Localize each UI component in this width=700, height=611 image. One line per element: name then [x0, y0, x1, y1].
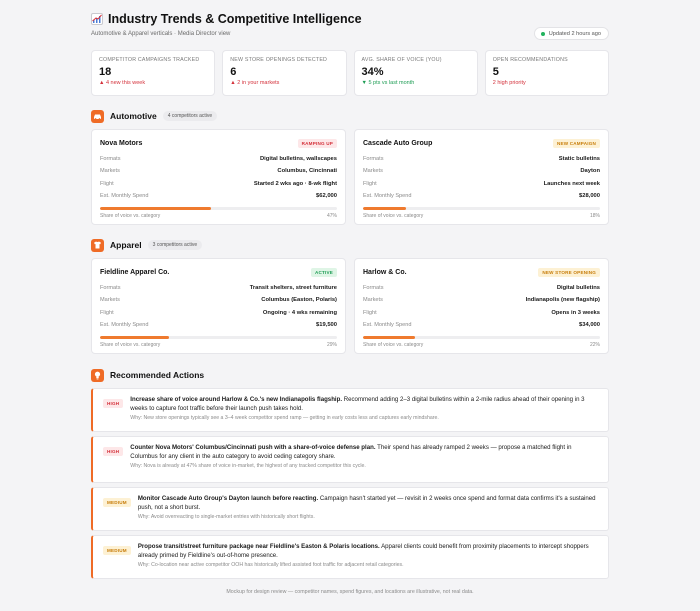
status-badge: NEW CAMPAIGN: [553, 139, 600, 148]
sov-label: Share of voice vs. category: [100, 342, 161, 349]
markets-value: Dayton: [580, 168, 600, 175]
flight-value: Started 2 wks ago · 8-wk flight: [253, 180, 337, 187]
stat-label: OPEN RECOMMENDATIONS: [492, 57, 568, 63]
stat-label: COMPETITOR CAMPAIGNS TRACKED: [99, 57, 200, 63]
action-why: Why: Nova is already at 47% share of voice in-market, the highest of any tracked competitor this cycle.: [130, 463, 366, 469]
stat-label: AVG. SHARE OF VOICE (YOU): [361, 57, 442, 63]
section-title: Apparel: [110, 240, 142, 250]
stat-card-campaigns: [91, 50, 215, 96]
sov-bar-fill: [100, 207, 211, 210]
stat-card-share-of-voice: [354, 50, 478, 96]
action-lead: Counter Nova Motors' Columbus/Cincinnati push with a share-of-voice defense plan.: [130, 444, 376, 451]
competitor-card-cascade-auto-group[interactable]: [354, 129, 609, 225]
actions-section-header: [91, 368, 609, 382]
apparel-cards: [91, 258, 609, 354]
action-body: Apparel clients could benefit from proximity placements to intercept shoppers already primed by Fieldline's out-of-home presence.: [137, 543, 589, 559]
competitor-count-pill: 4 competitors active: [163, 111, 217, 121]
priority-badge: HIGH: [103, 447, 123, 456]
action-lead: Monitor Cascade Auto Group's Dayton launch before reacting.: [137, 495, 319, 502]
action-lead: Increase share of voice around Harlow & Co.'s new Indianapolis flagship.: [130, 396, 343, 403]
chart-increasing-icon: [91, 13, 103, 25]
action-item[interactable]: [91, 535, 609, 579]
action-item[interactable]: [91, 436, 609, 483]
action-text: [130, 443, 600, 461]
stat-delta: ▲ 2 in your markets: [230, 80, 280, 86]
flight-label: Flight: [100, 180, 114, 187]
markets-label: Markets: [363, 168, 383, 175]
action-body: Recommend adding 2–3 digital bulletins within a 2-mile radius ahead of their opening in 3 weeks to capture foot traffic before their launch push takes hold.: [130, 396, 585, 412]
priority-badge: MEDIUM: [103, 498, 131, 507]
sov-bar-fill: [363, 336, 415, 339]
sov-value: 47%: [326, 213, 337, 220]
action-text: [138, 542, 600, 560]
priority-badge: HIGH: [103, 399, 123, 408]
sov-bar-fill: [100, 336, 169, 339]
spend-value: $28,000: [579, 193, 600, 200]
formats-value: Static bulletins: [558, 156, 600, 163]
competitor-name: Cascade Auto Group: [363, 139, 433, 147]
action-text: [138, 494, 600, 512]
automotive-section-header: [91, 109, 609, 123]
spend-label: Est. Monthly Spend: [100, 322, 149, 329]
stat-card-store-openings: [222, 50, 346, 96]
car-icon: [91, 110, 104, 123]
spend-value: $62,000: [316, 193, 337, 200]
sov-bar: [363, 207, 600, 210]
formats-value: Transit shelters, street furniture: [249, 285, 337, 292]
competitor-count-pill: 3 competitors active: [148, 240, 202, 250]
action-body: Campaign hasn't started yet — revisit in 2 weeks once spend and format data confirms it's a sustained push, not a short burst.: [137, 495, 596, 511]
flight-value: Launches next week: [543, 180, 600, 187]
action-why: Why: Co-location near active competitor OOH has historically lifted assisted foot traffic for adjacent retail categories.: [137, 562, 404, 568]
stat-value: 5: [492, 66, 499, 78]
sov-value: 29%: [326, 342, 337, 349]
markets-label: Markets: [100, 297, 120, 304]
action-why: Why: New store openings typically see a 3–4 week competitor spend ramp — getting in early costs less and captures early mindshare.: [130, 415, 439, 421]
sov-label: Share of voice vs. category: [363, 342, 424, 349]
stat-delta: 2 high priority: [492, 80, 526, 86]
spend-value: $19,500: [316, 322, 337, 329]
page-subtitle: Automotive & Apparel verticals · Media Director view: [91, 31, 231, 37]
markets-value: Indianapolis (new flagship): [525, 297, 600, 304]
status-badge: ACTIVE: [311, 268, 337, 277]
status-dot-icon: [541, 32, 545, 36]
action-lead: Propose transit/street furniture package near Fieldline's Easton & Polaris locations.: [137, 543, 380, 550]
section-title: Recommended Actions: [110, 370, 205, 380]
formats-value: Digital bulletins: [556, 285, 600, 292]
apparel-section-header: [91, 238, 609, 252]
stat-value: 34%: [361, 66, 384, 78]
spend-value: $34,000: [579, 322, 600, 329]
shirt-icon: [91, 239, 104, 252]
page-title-row: [91, 12, 609, 26]
flight-value: Ongoing · 4 wks remaining: [262, 309, 337, 316]
stats-row: [91, 50, 609, 96]
dashboard: [91, 12, 609, 579]
stat-value: 18: [99, 66, 112, 78]
action-item[interactable]: [91, 388, 609, 432]
section-title: Automotive: [110, 111, 157, 121]
stat-card-recommendations: [485, 50, 609, 96]
competitor-card-harlow-co[interactable]: [354, 258, 609, 354]
spend-label: Est. Monthly Spend: [363, 193, 412, 200]
page-title: Industry Trends & Competitive Intelligence: [108, 12, 362, 26]
page-footer: Mockup for design review — competitor names, spend figures, and locations are illustrative, not real data.: [226, 589, 474, 595]
markets-value: Columbus (Easton, Polaris): [261, 297, 337, 304]
formats-label: Formats: [100, 156, 121, 163]
actions-list: [91, 388, 609, 579]
formats-label: Formats: [363, 156, 384, 163]
sov-value: 22%: [589, 342, 600, 349]
competitor-name: Nova Motors: [100, 139, 143, 147]
competitor-card-fieldline-apparel[interactable]: [91, 258, 346, 354]
markets-value: Columbus, Cincinnati: [277, 168, 337, 175]
sov-label: Share of voice vs. category: [363, 213, 424, 220]
action-why: Why: Avoid overreacting to single-market entries with historically short flights.: [137, 514, 315, 520]
spend-label: Est. Monthly Spend: [100, 193, 149, 200]
formats-label: Formats: [363, 285, 384, 292]
flight-label: Flight: [363, 309, 377, 316]
sov-label: Share of voice vs. category: [100, 213, 161, 220]
markets-label: Markets: [363, 297, 383, 304]
stat-delta: ▼ 5 pts vs last month: [361, 80, 415, 86]
flight-label: Flight: [100, 309, 114, 316]
flight-value: Opens in 3 weeks: [551, 309, 600, 316]
stat-value: 6: [230, 66, 237, 78]
sov-bar: [363, 336, 600, 339]
updated-text: Updated 2 hours ago: [548, 30, 601, 37]
sov-bar-fill: [363, 207, 406, 210]
stat-label: NEW STORE OPENINGS DETECTED: [230, 57, 328, 63]
sov-bar: [100, 207, 337, 210]
sov-value: 18%: [589, 213, 600, 220]
priority-badge: MEDIUM: [103, 546, 131, 555]
lightbulb-icon: [91, 369, 104, 382]
flight-label: Flight: [363, 180, 377, 187]
automotive-cards: [91, 129, 609, 225]
formats-label: Formats: [100, 285, 121, 292]
spend-label: Est. Monthly Spend: [363, 322, 412, 329]
formats-value: Digital bulletins, wallscapes: [260, 156, 337, 163]
page-header: [91, 12, 609, 44]
sov-bar: [100, 336, 337, 339]
markets-label: Markets: [100, 168, 120, 175]
action-text: [130, 395, 600, 413]
competitor-name: Harlow & Co.: [363, 268, 407, 276]
competitor-name: Fieldline Apparel Co.: [100, 268, 170, 276]
stat-delta: ▲ 4 new this week: [99, 80, 146, 86]
updated-badge: [534, 27, 609, 40]
action-body: Their spend has already ramped 2 weeks — propose a matched flight in Columbus for any client in the auto category to avoid ceding category share.: [130, 444, 572, 460]
action-item[interactable]: [91, 487, 609, 531]
competitor-card-nova-motors[interactable]: [91, 129, 346, 225]
status-badge: RAMPING UP: [298, 139, 337, 148]
status-badge: NEW STORE OPENING: [538, 268, 600, 277]
